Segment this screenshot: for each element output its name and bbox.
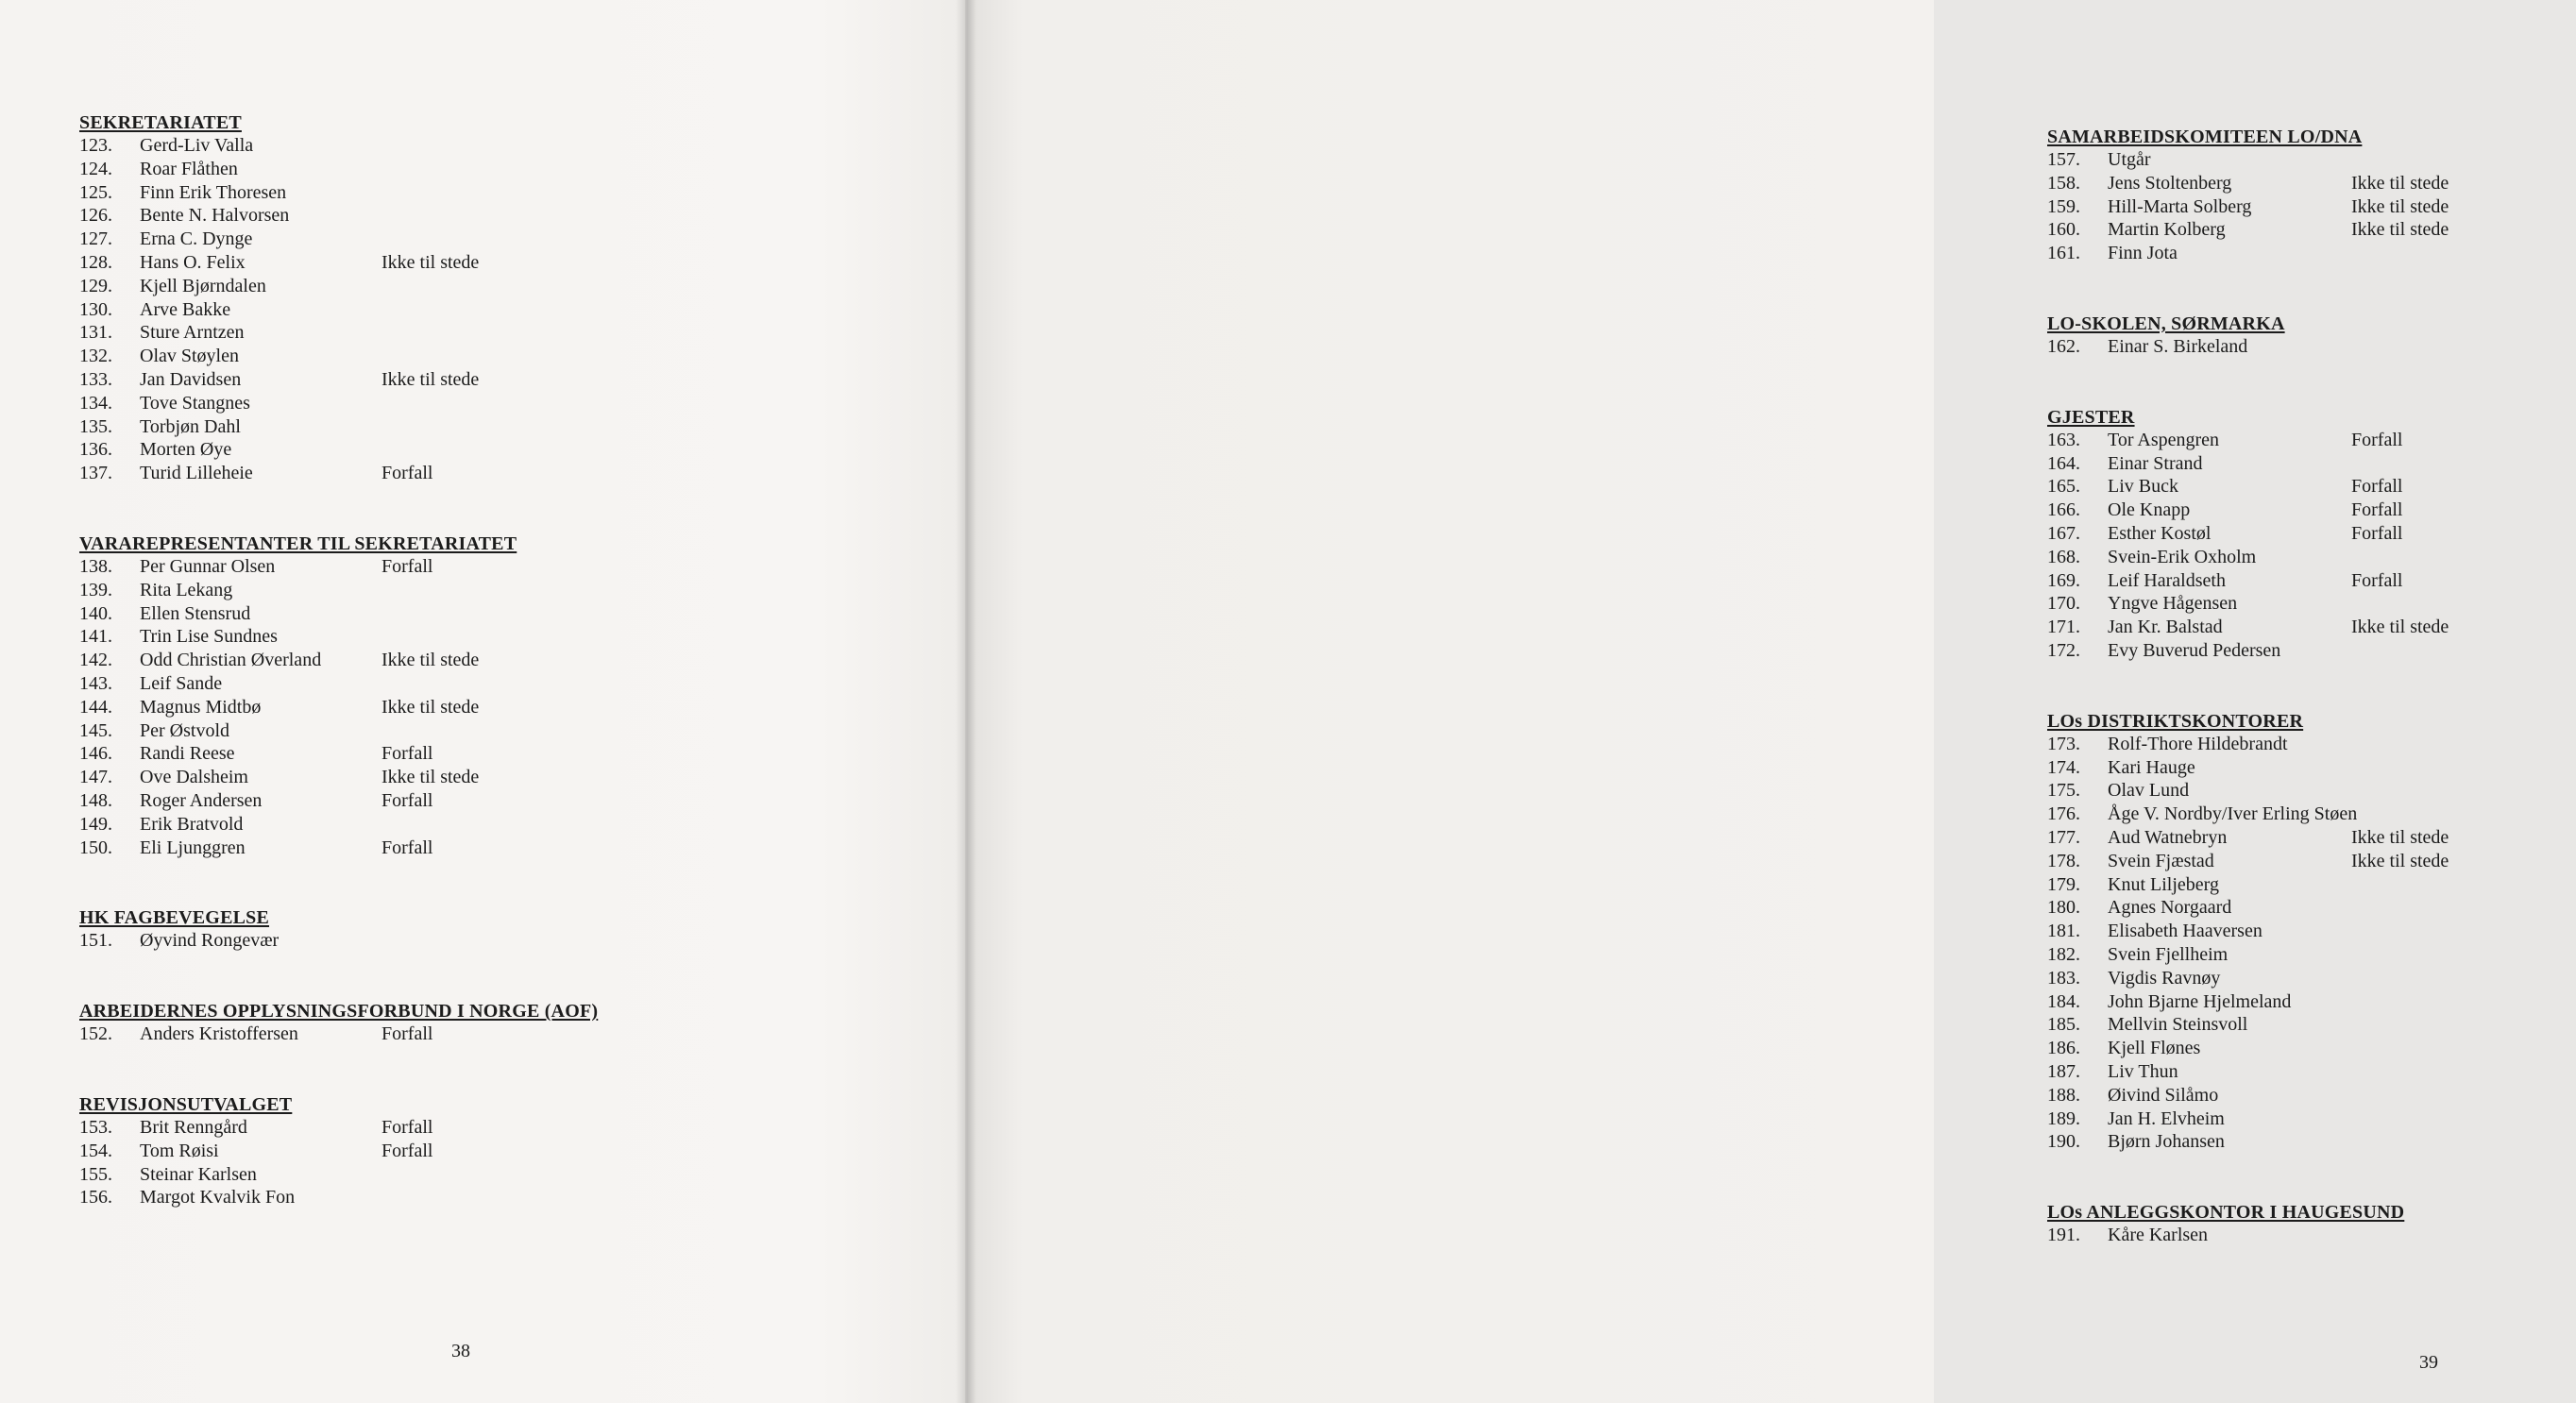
attendance-status: Ikke til stede — [2351, 195, 2449, 217]
member-section — [2047, 710, 2576, 1154]
member-number: 176. — [2047, 803, 2080, 825]
member-name: Utgår — [2108, 149, 2151, 170]
member-name: Hill-Marta Solberg — [2108, 195, 2252, 217]
member-row — [2047, 335, 2576, 359]
attendance-status: Forfall — [381, 837, 433, 858]
member-number: 169. — [2047, 569, 2080, 591]
section-spacer — [2047, 1154, 2576, 1201]
member-name: Kjell Bjørndalen — [140, 275, 266, 296]
member-name: Per Østvold — [140, 719, 229, 741]
member-number: 166. — [2047, 499, 2080, 521]
member-name: Bente N. Halvorsen — [140, 205, 290, 227]
member-number: 135. — [79, 415, 112, 437]
member-name: Aud Watnebryn — [2108, 826, 2228, 848]
member-number: 141. — [79, 626, 112, 648]
member-name: Finn Jota — [2108, 243, 2178, 264]
member-number: 157. — [2047, 149, 2080, 170]
member-number: 186. — [2047, 1038, 2080, 1059]
member-number: 137. — [79, 463, 112, 484]
member-name: Turid Lilleheie — [140, 463, 253, 484]
member-row — [2047, 569, 2576, 593]
member-name: Hans O. Felix — [140, 251, 246, 273]
member-row — [79, 649, 646, 672]
member-name: Øivind Silåmo — [2108, 1084, 2219, 1106]
member-name: Sture Arntzen — [140, 322, 245, 344]
section-heading: LOs ANLEGGSKONTOR I HAUGESUND — [2047, 1202, 2405, 1224]
member-name: John Bjarne Hjelmeland — [2108, 990, 2292, 1012]
member-row — [79, 1163, 646, 1187]
section-spacer — [2047, 359, 2576, 406]
member-list — [2047, 733, 2576, 1154]
member-row — [2047, 475, 2576, 499]
member-number: 161. — [2047, 243, 2080, 264]
member-row — [2047, 967, 2576, 990]
member-number: 133. — [79, 368, 112, 390]
member-name: Tor Aspengren — [2108, 429, 2220, 450]
member-number: 185. — [2047, 1014, 2080, 1036]
page-number-right: 39 — [2419, 1352, 2438, 1373]
member-row — [79, 321, 646, 345]
member-name: Svein-Erik Oxholm — [2108, 546, 2257, 567]
member-name: Øyvind Rongevær — [140, 930, 280, 952]
member-number: 188. — [2047, 1084, 2080, 1106]
member-number: 151. — [79, 930, 112, 952]
member-row — [79, 181, 646, 205]
member-name: Jan Kr. Balstad — [2108, 617, 2223, 638]
member-row — [79, 625, 646, 649]
member-section — [79, 532, 646, 859]
member-row — [79, 1186, 646, 1209]
member-row — [79, 719, 646, 743]
member-row — [79, 298, 646, 322]
member-number: 162. — [2047, 335, 2080, 357]
member-name: Ellen Stensrud — [140, 602, 251, 624]
section-spacer — [79, 953, 646, 1000]
section-heading: SAMARBEIDSKOMITEEN LO/DNA — [2047, 127, 2363, 147]
member-number: 174. — [2047, 756, 2080, 778]
member-name: Tove Stangnes — [140, 392, 250, 414]
member-name: Arve Bakke — [140, 298, 231, 320]
member-name: Bjørn Johansen — [2108, 1131, 2225, 1153]
member-row — [79, 392, 646, 415]
member-row — [2047, 1060, 2576, 1084]
member-row — [2047, 850, 2576, 873]
section-spacer — [79, 1046, 646, 1093]
member-number: 152. — [79, 1023, 112, 1045]
attendance-status: Ikke til stede — [381, 650, 480, 671]
member-list — [79, 555, 646, 859]
member-name: Per Gunnar Olsen — [140, 555, 276, 577]
member-number: 123. — [79, 135, 112, 156]
member-number: 148. — [79, 789, 112, 811]
member-row — [2047, 639, 2576, 663]
member-row — [79, 368, 646, 392]
member-section — [79, 1093, 646, 1209]
member-row — [2047, 896, 2576, 920]
left-page-content — [79, 111, 646, 1209]
attendance-status: Ikke til stede — [381, 251, 480, 273]
member-number: 179. — [2047, 873, 2080, 895]
right-page — [965, 0, 2449, 1403]
attendance-status: Forfall — [2351, 429, 2403, 450]
section-heading: VARAREPRESENTANTER TIL SEKRETARIATET — [79, 532, 517, 554]
member-number: 128. — [79, 251, 112, 273]
member-section — [2047, 126, 2576, 265]
member-row — [79, 555, 646, 579]
member-name: Ole Knapp — [2108, 499, 2191, 521]
member-number: 153. — [79, 1116, 112, 1138]
section-spacer — [2047, 265, 2576, 313]
member-list — [2047, 1224, 2576, 1247]
member-name: Odd Christian Øverland — [140, 650, 322, 671]
member-number: 142. — [79, 650, 112, 671]
member-name: Brit Renngård — [140, 1116, 247, 1138]
member-name: Jan Davidsen — [140, 368, 242, 390]
member-name: Morten Øye — [140, 439, 232, 461]
member-row — [2047, 1084, 2576, 1107]
member-name: Torbjøn Dahl — [140, 415, 241, 437]
member-section — [79, 906, 646, 953]
member-number: 168. — [2047, 546, 2080, 567]
member-row — [79, 813, 646, 837]
member-row — [2047, 242, 2576, 265]
member-name: Finn Erik Thoresen — [140, 181, 287, 203]
member-row — [2047, 1107, 2576, 1131]
member-row — [2047, 1224, 2576, 1247]
member-number: 163. — [2047, 429, 2080, 450]
member-row — [79, 1140, 646, 1163]
member-row — [2047, 218, 2576, 242]
member-name: Rolf-Thore Hildebrandt — [2108, 733, 2288, 754]
member-number: 183. — [2047, 967, 2080, 989]
attendance-status: Forfall — [381, 789, 433, 811]
member-number: 171. — [2047, 617, 2080, 638]
member-row — [79, 1023, 646, 1046]
member-number: 177. — [2047, 826, 2080, 848]
member-number: 170. — [2047, 593, 2080, 615]
member-number: 187. — [2047, 1060, 2080, 1082]
page-number-left: 38 — [451, 1341, 470, 1361]
member-number: 138. — [79, 555, 112, 577]
member-number: 132. — [79, 346, 112, 367]
member-list — [2047, 429, 2576, 663]
member-name: Evy Buverud Pedersen — [2108, 639, 2281, 661]
attendance-status: Forfall — [381, 1140, 433, 1161]
member-name: Svein Fjellheim — [2108, 943, 2229, 965]
attendance-status: Ikke til stede — [2351, 826, 2449, 848]
member-number: 165. — [2047, 476, 2080, 498]
member-row — [2047, 1037, 2576, 1060]
attendance-status: Forfall — [381, 1116, 433, 1138]
member-name: Gerd-Liv Valla — [140, 135, 254, 156]
member-number: 125. — [79, 181, 112, 203]
member-name: Steinar Karlsen — [140, 1163, 257, 1185]
member-name: Eli Ljunggren — [140, 837, 246, 858]
member-row — [79, 929, 646, 953]
attendance-status: Ikke til stede — [381, 696, 480, 718]
member-section — [2047, 313, 2576, 359]
member-list — [79, 929, 646, 953]
section-heading: GJESTER — [2047, 406, 2135, 428]
member-name: Anders Kristoffersen — [140, 1023, 298, 1045]
member-number: 127. — [79, 228, 112, 250]
member-name: Trin Lise Sundnes — [140, 626, 278, 648]
member-number: 156. — [79, 1187, 112, 1209]
member-row — [79, 696, 646, 719]
member-list — [2047, 148, 2576, 265]
member-number: 191. — [2047, 1225, 2080, 1246]
member-row — [79, 1116, 646, 1140]
member-number: 139. — [79, 579, 112, 600]
member-row — [2047, 1013, 2576, 1037]
attendance-status: Forfall — [381, 555, 433, 577]
member-section — [2047, 406, 2576, 663]
section-heading: LO-SKOLEN, SØRMARKA — [2047, 313, 2285, 334]
book-gutter — [956, 0, 976, 1403]
right-page-content — [2047, 126, 2576, 1247]
member-number: 155. — [79, 1163, 112, 1185]
member-name: Yngve Hågensen — [2108, 593, 2238, 615]
attendance-status: Forfall — [381, 743, 433, 765]
member-number: 150. — [79, 837, 112, 858]
member-number: 182. — [2047, 943, 2080, 965]
member-name: Leif Sande — [140, 672, 223, 694]
member-name: Roar Flåthen — [140, 158, 238, 179]
member-number: 149. — [79, 813, 112, 835]
member-number: 172. — [2047, 639, 2080, 661]
member-row — [79, 602, 646, 626]
attendance-status: Ikke til stede — [381, 767, 480, 788]
left-page — [0, 0, 965, 1403]
attendance-status: Forfall — [381, 1023, 433, 1045]
member-number: 167. — [2047, 522, 2080, 544]
member-number: 140. — [79, 602, 112, 624]
member-row — [2047, 522, 2576, 546]
member-section — [79, 111, 646, 485]
member-row — [79, 789, 646, 813]
member-list — [2047, 335, 2576, 359]
section-spacer — [79, 485, 646, 532]
attendance-status: Ikke til stede — [2351, 617, 2449, 638]
section-spacer — [2047, 663, 2576, 710]
member-name: Agnes Norgaard — [2108, 897, 2232, 919]
member-name: Svein Fjæstad — [2108, 850, 2214, 871]
member-row — [2047, 779, 2576, 803]
member-number: 130. — [79, 298, 112, 320]
member-row — [2047, 616, 2576, 639]
member-number: 136. — [79, 439, 112, 461]
member-name: Martin Kolberg — [2108, 219, 2226, 241]
section-heading: LOs DISTRIKTSKONTORER — [2047, 710, 2304, 732]
member-name: Einar Strand — [2108, 452, 2203, 474]
attendance-status: Forfall — [2351, 522, 2403, 544]
member-name: Elisabeth Haaversen — [2108, 921, 2262, 942]
member-row — [2047, 920, 2576, 943]
member-name: Esther Kostøl — [2108, 522, 2212, 544]
member-section — [79, 1000, 646, 1046]
member-row — [2047, 756, 2576, 780]
member-list — [79, 134, 646, 485]
member-number: 181. — [2047, 921, 2080, 942]
member-name: Erna C. Dynge — [140, 228, 253, 250]
section-spacer — [79, 859, 646, 906]
member-name: Olav Støylen — [140, 346, 239, 367]
member-number: 178. — [2047, 850, 2080, 871]
member-row — [79, 462, 646, 485]
section-heading: SEKRETARIATET — [79, 112, 242, 133]
member-name: Liv Thun — [2108, 1060, 2178, 1082]
section-heading: REVISJONSUTVALGET — [79, 1093, 293, 1115]
member-name: Leif Haraldseth — [2108, 569, 2226, 591]
member-number: 159. — [2047, 195, 2080, 217]
member-number: 146. — [79, 743, 112, 765]
member-row — [2047, 733, 2576, 756]
member-number: 145. — [79, 719, 112, 741]
member-name: Olav Lund — [2108, 780, 2190, 802]
member-row — [2047, 826, 2576, 850]
attendance-status: Ikke til stede — [2351, 850, 2449, 871]
member-name: Kåre Karlsen — [2108, 1225, 2209, 1246]
member-row — [2047, 172, 2576, 195]
member-row — [2047, 452, 2576, 476]
member-row — [2047, 546, 2576, 569]
member-number: 143. — [79, 672, 112, 694]
member-name: Jens Stoltenberg — [2108, 172, 2232, 194]
member-number: 175. — [2047, 780, 2080, 802]
member-list — [79, 1023, 646, 1046]
member-name: Einar S. Birkeland — [2108, 335, 2248, 357]
member-number: 190. — [2047, 1131, 2080, 1153]
member-row — [2047, 1130, 2576, 1154]
member-name: Tom Røisi — [140, 1140, 219, 1161]
member-number: 180. — [2047, 897, 2080, 919]
member-list — [79, 1116, 646, 1209]
member-row — [79, 228, 646, 251]
member-row — [2047, 592, 2576, 616]
member-name: Roger Andersen — [140, 789, 263, 811]
member-number: 144. — [79, 696, 112, 718]
section-heading: HK FAGBEVEGELSE — [79, 907, 270, 929]
member-row — [2047, 990, 2576, 1014]
member-row — [2047, 429, 2576, 452]
member-number: 173. — [2047, 733, 2080, 754]
member-row — [79, 438, 646, 462]
member-row — [2047, 195, 2576, 219]
member-number: 164. — [2047, 452, 2080, 474]
member-number: 147. — [79, 767, 112, 788]
member-row — [79, 579, 646, 602]
member-row — [79, 672, 646, 696]
member-number: 124. — [79, 158, 112, 179]
member-name: Erik Bratvold — [140, 813, 244, 835]
attendance-status: Ikke til stede — [2351, 219, 2449, 241]
member-name: Magnus Midtbø — [140, 696, 262, 718]
section-heading: ARBEIDERNES OPPLYSNINGSFORBUND I NORGE (AOF) — [79, 1001, 599, 1023]
attendance-status: Forfall — [2351, 499, 2403, 521]
attendance-status: Ikke til stede — [381, 368, 480, 390]
member-row — [79, 158, 646, 181]
member-number: 184. — [2047, 990, 2080, 1012]
member-row — [2047, 803, 2576, 826]
member-number: 160. — [2047, 219, 2080, 241]
member-name: Margot Kvalvik Fon — [140, 1187, 296, 1209]
member-name: Randi Reese — [140, 743, 235, 765]
member-row — [79, 415, 646, 439]
member-name: Vigdis Ravnøy — [2108, 967, 2221, 989]
member-row — [79, 742, 646, 766]
attendance-status: Ikke til stede — [2351, 172, 2449, 194]
attendance-status: Forfall — [381, 463, 433, 484]
member-number: 126. — [79, 205, 112, 227]
member-row — [2047, 943, 2576, 967]
member-number: 158. — [2047, 172, 2080, 194]
member-name: Ove Dalsheim — [140, 767, 248, 788]
member-row — [2047, 499, 2576, 522]
member-name: Kari Hauge — [2108, 756, 2195, 778]
member-row — [79, 275, 646, 298]
member-name: Åge V. Nordby/Iver Erling Støen — [2108, 803, 2358, 825]
member-row — [79, 766, 646, 789]
member-row — [79, 204, 646, 228]
member-number: 189. — [2047, 1107, 2080, 1129]
member-row — [2047, 148, 2576, 172]
member-number: 131. — [79, 322, 112, 344]
member-name: Liv Buck — [2108, 476, 2178, 498]
member-name: Kjell Flønes — [2108, 1038, 2201, 1059]
member-row — [79, 251, 646, 275]
member-number: 154. — [79, 1140, 112, 1161]
attendance-status: Forfall — [2351, 476, 2403, 498]
member-name: Jan H. Elvheim — [2108, 1107, 2225, 1129]
member-row — [2047, 873, 2576, 897]
member-name: Mellvin Steinsvoll — [2108, 1014, 2248, 1036]
member-row — [79, 134, 646, 158]
member-name: Knut Liljeberg — [2108, 873, 2219, 895]
attendance-status: Forfall — [2351, 569, 2403, 591]
member-row — [79, 837, 646, 860]
member-number: 134. — [79, 392, 112, 414]
member-number: 129. — [79, 275, 112, 296]
member-name: Rita Lekang — [140, 579, 233, 600]
member-row — [79, 345, 646, 368]
member-section — [2047, 1201, 2576, 1247]
